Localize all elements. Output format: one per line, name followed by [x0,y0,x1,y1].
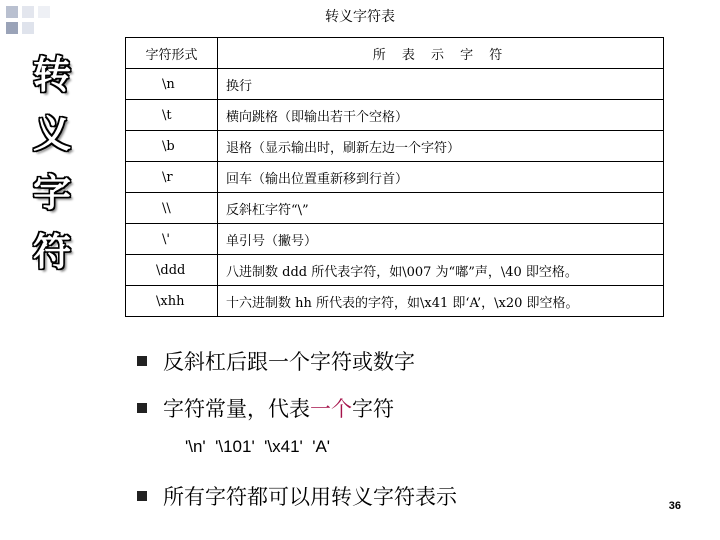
meaning-cell: 回车（输出位置重新移到行首） [218,162,664,193]
header-cell-meaning: 所 表 示 字 符 [218,38,664,69]
table-row [126,162,664,193]
table-row [126,255,664,286]
meaning-cell: 退格（显示输出时，刷新左边一个字符） [218,131,664,162]
code-cell: \xhh [126,286,218,317]
bullet-text-part: 字符 [352,397,394,421]
side-title-char: 字 [32,170,71,215]
bullet-text: 反斜杠后跟一个字符或数字 [163,350,415,374]
code-cell: \\ [126,193,218,224]
header-cell-form: 字符形式 [126,38,218,69]
table-title: 转义字符表 [325,9,395,25]
code-cell: \n [126,69,218,100]
bullet-item [137,346,415,376]
escape-examples: '\n' '\101' '\x41' 'A' [185,437,331,456]
meaning-cell: 换行 [218,69,664,100]
bullet-item [137,393,394,423]
table-row [126,193,664,224]
bullet-item [137,481,457,511]
code-cell: \r [126,162,218,193]
table-row [126,286,664,317]
meaning-cell: 八进制数 ddd 所代表字符，如\007 为“嘟”声，\40 即空格。 [218,255,664,286]
bullet-text-part: 字符常量，代表 [163,397,310,421]
side-title-char: 符 [32,229,71,274]
bullet-text: 所有字符都可以用转义字符表示 [163,485,457,509]
decorative-squares [6,6,66,46]
bullet-square-icon [137,356,147,366]
table-row [126,69,664,100]
side-title-char: 义 [32,111,71,156]
meaning-cell: 单引号（撇号） [218,224,664,255]
table-row [126,131,664,162]
table-header-row [126,38,664,69]
bullet-text-accent: 一个 [310,397,352,421]
side-title [22,45,82,281]
side-title-char: 转 [32,52,71,97]
code-cell: \t [126,100,218,131]
table-row [126,100,664,131]
bullet-square-icon [137,491,147,501]
page-number: 36 [668,500,681,512]
code-cell: \b [126,131,218,162]
meaning-cell: 十六进制数 hh 所代表的字符，如\x41 即‘A’，\x20 即空格。 [218,286,664,317]
meaning-cell: 反斜杠字符“\” [218,193,664,224]
code-cell: \' [126,224,218,255]
bullet-square-icon [137,403,147,413]
bullet-text [163,393,394,423]
code-cell: \ddd [126,255,218,286]
meaning-cell: 横向跳格（即输出若干个空格） [218,100,664,131]
escape-table [125,37,664,317]
table-row [126,224,664,255]
